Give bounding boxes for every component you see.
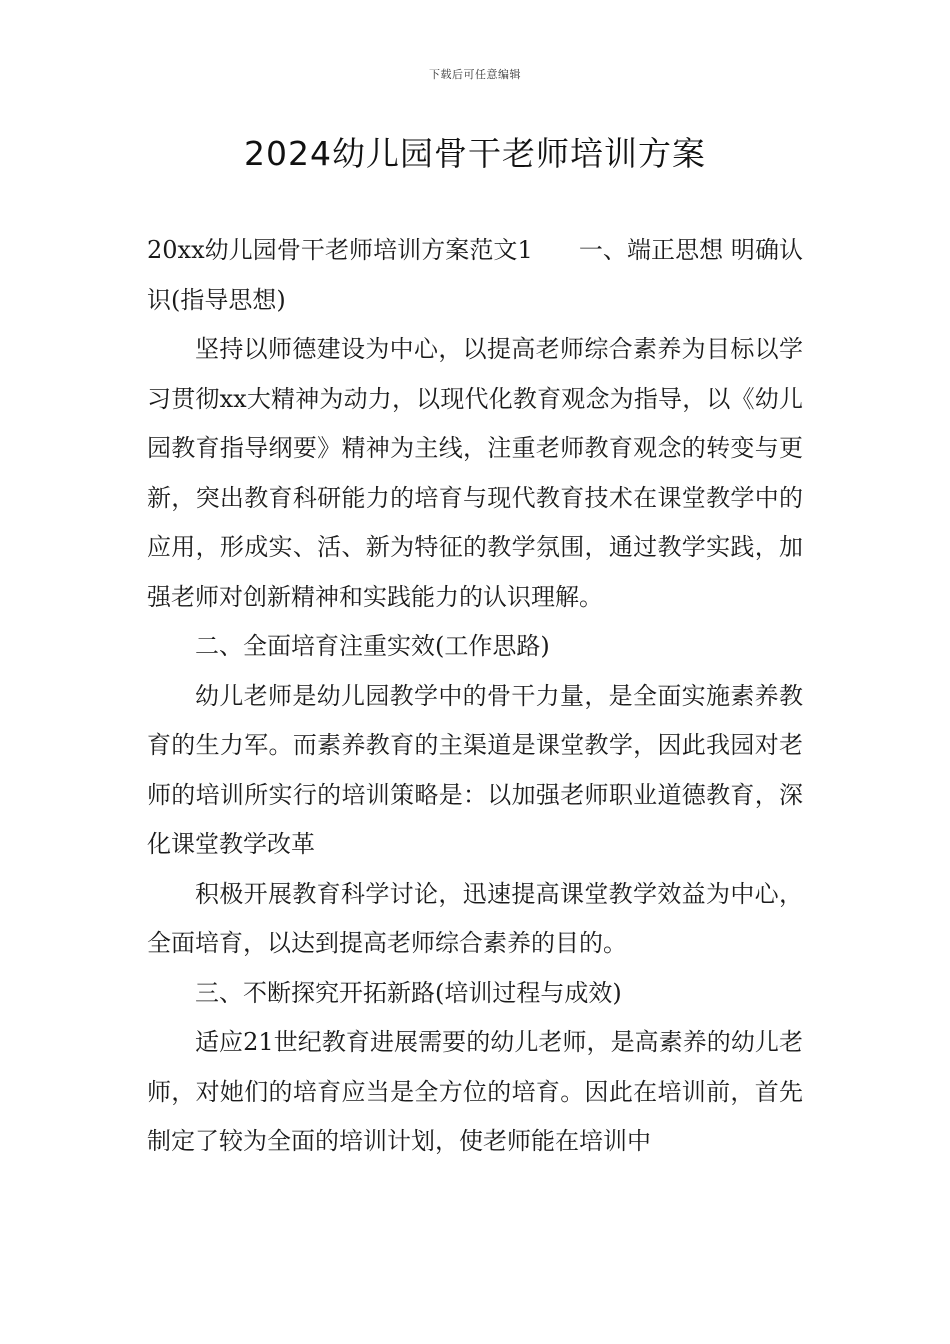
paragraph-training-process: 适应21世纪教育进展需要的幼儿老师，是高素养的幼儿老师，对她们的培育应当是全方位的培育。因此在培训前，首先制定了较为全面的培训计划，使老师能在培训中 — [147, 1028, 803, 1155]
section-heading-3: 三、不断探究开拓新路(培训过程与成效) — [195, 978, 622, 1007]
paragraph-research: 积极开展教育科学讨论，迅速提高课堂教学效益为中心，全面培育，以达到提高老师综合素养的目的。 — [147, 879, 803, 957]
paragraph-work-approach: 幼儿老师是幼儿园教学中的骨干力量，是全面实施素养教育的生力军。而素养教育的主渠道是课堂教学，因此我园对老师的培训所实行的培训策略是：以加强老师职业道德教育，深化课堂教学改革 — [147, 681, 803, 858]
paragraph-guiding-thought: 坚持以师德建设为中心，以提高老师综合素养为目标以学习贯彻xx大精神为动力，以现代化教育观念为指导，以《幼儿园教育指导纲要》精神为主线，注重老师教育观念的转变与更新，突出教育科研能力的培育与现代教育技术在课堂教学中的应用，形成实、活、新为特征的教学氛围，通过教学实践，加强老师对创新精神和实践能力的认识理解。 — [147, 335, 803, 611]
header-note: 下载后可任意编辑 — [429, 68, 521, 81]
section-heading-2: 二、全面培育注重实效(工作思路) — [195, 632, 550, 660]
paragraph-intro: 20xx幼儿园骨干老师培训方案范文1 一、端正思想 明确认识(指导思想) — [147, 236, 803, 314]
document-body — [147, 226, 803, 1167]
document-title: 2024幼儿园骨干老师培训方案 — [244, 134, 706, 173]
